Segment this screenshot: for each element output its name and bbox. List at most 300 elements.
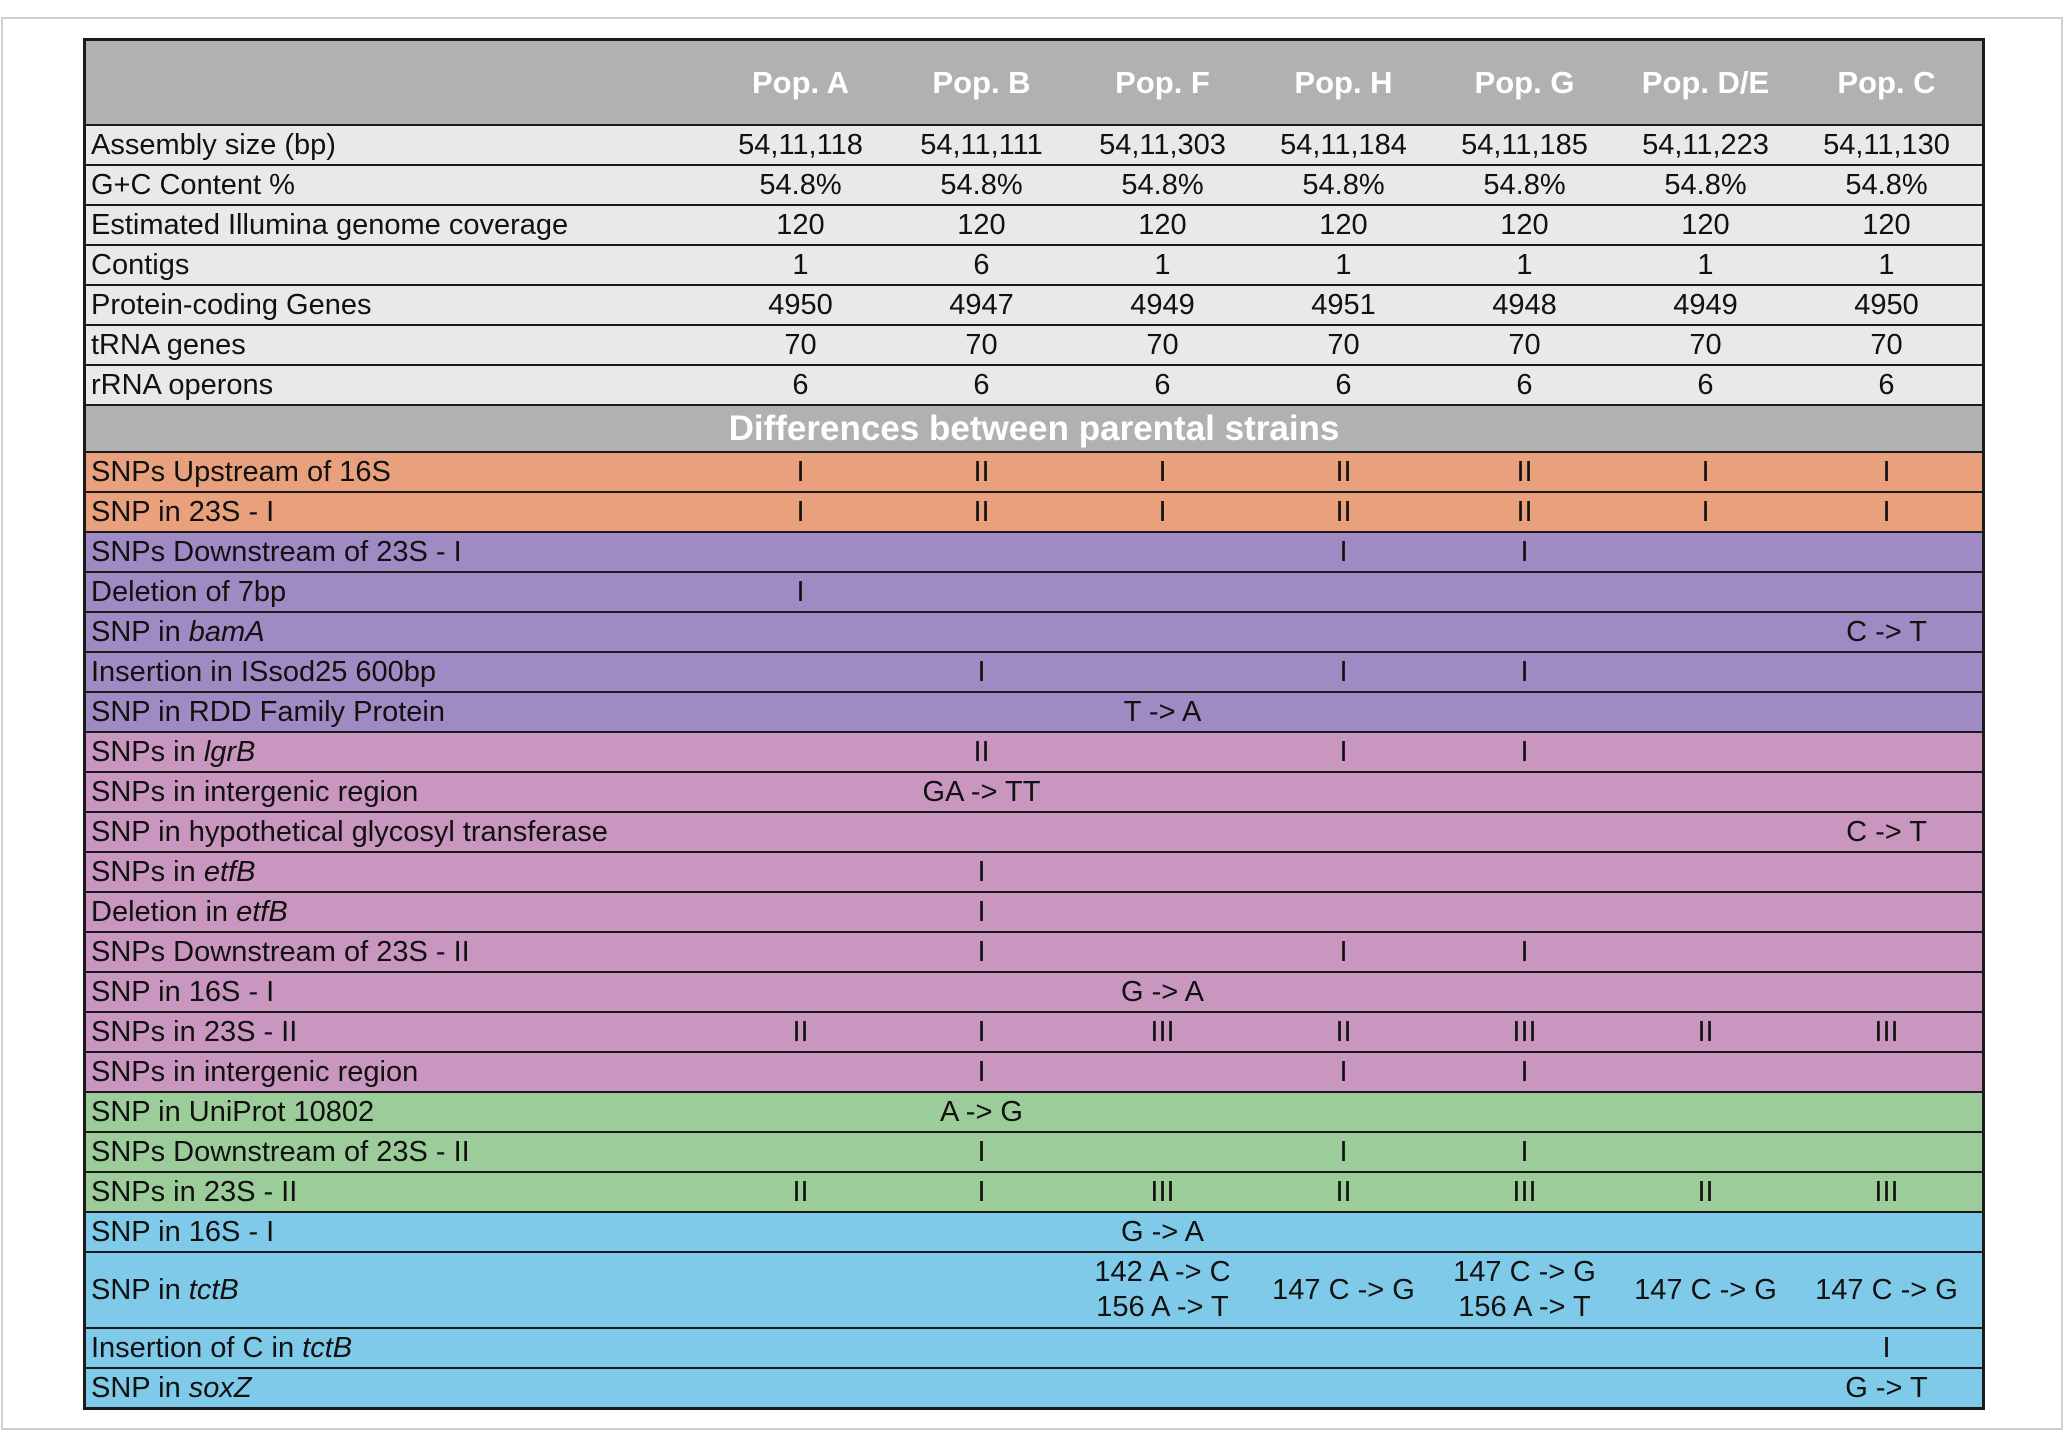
stat-value: 1 (1335, 248, 1352, 281)
gene-name: etfB (236, 895, 288, 928)
difference-value: I (1520, 735, 1529, 768)
difference-row (86, 1051, 1982, 1091)
stat-value: 54.8% (1302, 168, 1385, 201)
row-label-text: SNPs in (91, 735, 204, 768)
row-label-text: Insertion of C in (91, 1331, 303, 1364)
difference-value: C -> T (1846, 815, 1927, 848)
gene-name: bamA (188, 615, 265, 648)
row-label-text: SNP in (91, 1273, 189, 1306)
row-label (86, 973, 710, 1011)
difference-value (1434, 893, 1615, 931)
stat-value: 54,11,185 (1461, 128, 1588, 161)
stat-value: 6 (1697, 368, 1714, 401)
difference-value (1796, 853, 1977, 891)
difference-value: I (1520, 655, 1529, 688)
strain-comparison-table (83, 38, 1985, 1410)
difference-value (1253, 1369, 1434, 1407)
difference-value: I (1339, 1055, 1348, 1088)
difference-row (86, 771, 1982, 811)
difference-row (86, 691, 1982, 731)
row-label-text: SNP in (91, 615, 189, 648)
difference-value (1253, 773, 1434, 811)
difference-value (1253, 693, 1434, 731)
difference-value (1072, 573, 1253, 611)
difference-value: I (977, 1055, 986, 1088)
difference-value (1072, 1133, 1253, 1171)
difference-value (1796, 1253, 1977, 1327)
gene-name: lgrB (203, 735, 256, 768)
difference-value: T -> A (1123, 695, 1202, 728)
difference-value (1434, 693, 1615, 731)
stat-value: 6 (1878, 368, 1895, 401)
stat-value: 4950 (768, 288, 833, 321)
stat-value: 70 (1689, 328, 1722, 361)
stat-value: 54,11,223 (1642, 128, 1769, 161)
difference-value: I (1520, 535, 1529, 568)
difference-value (710, 1053, 891, 1091)
stat-value: 70 (1146, 328, 1179, 361)
difference-value (891, 533, 1072, 571)
column-header: Pop. C (1837, 65, 1936, 100)
row-label: Assembly size (bp) (91, 128, 336, 161)
stats-row (86, 204, 1982, 244)
difference-row (86, 531, 1982, 571)
difference-value: II (792, 1015, 809, 1048)
row-label (86, 1329, 710, 1367)
row-label: tRNA genes (91, 328, 246, 361)
difference-value: G -> T (1845, 1371, 1928, 1404)
difference-value (710, 973, 891, 1011)
stat-value: 120 (776, 208, 825, 241)
row-label (86, 1253, 710, 1327)
difference-value (1253, 853, 1434, 891)
difference-value (710, 1133, 891, 1171)
difference-row (86, 851, 1982, 891)
row-label (86, 933, 710, 971)
row-label-text: SNP in RDD Family Protein (91, 695, 446, 728)
difference-value (891, 693, 1072, 731)
difference-value (1796, 893, 1977, 931)
difference-value: I (977, 935, 986, 968)
column-header: Pop. A (751, 65, 849, 100)
difference-value: G -> A (1120, 975, 1204, 1008)
row-label (86, 613, 710, 651)
difference-value (1434, 813, 1615, 851)
difference-value (1253, 813, 1434, 851)
row-label-text: SNP in 16S - I (91, 975, 275, 1008)
stat-value: 1 (1154, 248, 1171, 281)
stat-value: 120 (957, 208, 1006, 241)
stat-value: 70 (965, 328, 998, 361)
difference-value (1253, 1213, 1434, 1251)
row-label-text: Deletion in (91, 895, 237, 928)
difference-value (1434, 1253, 1615, 1327)
difference-value (1434, 1213, 1615, 1251)
stats-row (86, 324, 1982, 364)
row-label (86, 773, 710, 811)
difference-value (710, 933, 891, 971)
difference-value (1072, 1253, 1253, 1327)
stat-value: 120 (1500, 208, 1549, 241)
difference-value: I (1520, 1055, 1529, 1088)
stat-value: 6 (1335, 368, 1352, 401)
difference-value: II (973, 495, 990, 528)
row-label: Estimated Illumina genome coverage (91, 208, 569, 241)
difference-value (1072, 933, 1253, 971)
difference-value-line: 156 A -> T (1096, 1291, 1229, 1323)
difference-value (1796, 1093, 1977, 1131)
row-label: G+C Content % (91, 168, 295, 201)
difference-value: I (1339, 935, 1348, 968)
difference-value: I (796, 495, 805, 528)
difference-value (1072, 853, 1253, 891)
difference-value (1253, 613, 1434, 651)
row-label (86, 653, 710, 691)
difference-value (1253, 893, 1434, 931)
difference-value (1796, 573, 1977, 611)
row-label (86, 493, 710, 531)
difference-row (86, 1327, 1982, 1367)
row-label (86, 1369, 710, 1407)
difference-value (1253, 1253, 1434, 1327)
row-label-text: SNP in UniProt 10802 (91, 1095, 375, 1128)
difference-value (1615, 1369, 1796, 1407)
difference-value (1434, 1093, 1615, 1131)
row-label-text: SNPs in 23S - II (91, 1015, 298, 1048)
difference-value: I (1882, 1331, 1891, 1364)
difference-row (86, 1251, 1982, 1327)
stat-value: 54.8% (1664, 168, 1747, 201)
difference-row (86, 1211, 1982, 1251)
difference-row (86, 811, 1982, 851)
row-label-text: SNPs in (91, 855, 204, 888)
row-label-text: SNP in (91, 1371, 189, 1404)
difference-value (1615, 533, 1796, 571)
difference-row (86, 611, 1982, 651)
difference-value: A -> G (939, 1095, 1023, 1128)
stat-value: 4949 (1130, 288, 1195, 321)
stat-value: 1 (1697, 248, 1714, 281)
difference-value: C -> T (1846, 615, 1927, 648)
column-header: Pop. B (932, 65, 1031, 100)
row-label-text: SNPs Downstream of 23S - II (91, 935, 470, 968)
stat-value: 6 (973, 248, 990, 281)
stat-value: 54.8% (1483, 168, 1566, 201)
row-label: Protein-coding Genes (91, 288, 372, 321)
row-label-text: SNPs in intergenic region (91, 775, 419, 808)
difference-value: II (1335, 455, 1352, 488)
row-label (86, 453, 710, 491)
stat-value: 54,11,184 (1280, 128, 1407, 161)
difference-row (86, 1367, 1982, 1407)
difference-value (1796, 653, 1977, 691)
difference-value (1796, 1133, 1977, 1171)
difference-value (891, 613, 1072, 651)
difference-value (710, 1253, 891, 1327)
difference-value (710, 1093, 891, 1131)
row-label-text: SNPs in intergenic region (91, 1055, 419, 1088)
difference-value (1796, 533, 1977, 571)
stats-row (86, 244, 1982, 284)
difference-value: I (1339, 655, 1348, 688)
difference-value (891, 1329, 1072, 1367)
gene-name: tctB (302, 1331, 353, 1364)
stat-value: 4950 (1854, 288, 1919, 321)
difference-value-line: 142 A -> C (1094, 1256, 1231, 1288)
row-label: Contigs (91, 248, 190, 281)
stat-value: 120 (1319, 208, 1368, 241)
difference-row (86, 651, 1982, 691)
stat-value: 54,11,111 (920, 128, 1043, 161)
difference-value (1615, 1329, 1796, 1367)
difference-value: I (1158, 455, 1167, 488)
stats-row (86, 364, 1982, 404)
difference-value: II (1516, 455, 1533, 488)
difference-value (1253, 1093, 1434, 1131)
difference-row (86, 1091, 1982, 1131)
difference-value-line: 147 C -> G (1815, 1273, 1958, 1306)
row-label (86, 1173, 710, 1211)
difference-value: I (977, 655, 986, 688)
difference-value: I (977, 1015, 986, 1048)
difference-value (1072, 1053, 1253, 1091)
difference-value: II (1335, 1015, 1352, 1048)
difference-value (1072, 893, 1253, 931)
stat-value: 6 (792, 368, 809, 401)
difference-value (1434, 773, 1615, 811)
stat-value: 1 (1516, 248, 1533, 281)
difference-row (86, 891, 1982, 931)
difference-value (1253, 973, 1434, 1011)
stats-row (86, 164, 1982, 204)
stat-value: 70 (1327, 328, 1360, 361)
difference-value (710, 773, 891, 811)
difference-value (1796, 733, 1977, 771)
stat-value: 6 (1516, 368, 1533, 401)
difference-row (86, 731, 1982, 771)
difference-value: II (1697, 1175, 1714, 1208)
row-label (86, 813, 710, 851)
difference-value (710, 1329, 891, 1367)
difference-value (1615, 573, 1796, 611)
difference-value (1615, 813, 1796, 851)
row-label (86, 1093, 710, 1131)
stat-value: 54,11,303 (1099, 128, 1226, 161)
stat-value: 54.8% (1845, 168, 1928, 201)
row-label-text: SNPs Downstream of 23S - II (91, 1135, 470, 1168)
difference-value (1796, 1213, 1977, 1251)
stat-value: 120 (1681, 208, 1730, 241)
difference-value: II (1335, 1175, 1352, 1208)
difference-value (1615, 773, 1796, 811)
difference-value (1615, 693, 1796, 731)
column-header: Pop. H (1294, 65, 1393, 100)
difference-value (710, 1369, 891, 1407)
difference-row (86, 971, 1982, 1011)
difference-value (1615, 853, 1796, 891)
difference-row (86, 491, 1982, 531)
difference-value (891, 573, 1072, 611)
difference-value: III (1150, 1015, 1175, 1048)
difference-value (1615, 653, 1796, 691)
difference-row (86, 571, 1982, 611)
row-label-text: SNPs Upstream of 16S (91, 455, 391, 488)
difference-value (1072, 1369, 1253, 1407)
difference-value: II (973, 735, 990, 768)
row-label (86, 853, 710, 891)
difference-value-line: 147 C -> G (1272, 1273, 1415, 1306)
difference-value (710, 853, 891, 891)
difference-value: III (1874, 1175, 1899, 1208)
stat-value: 4948 (1492, 288, 1557, 321)
difference-value (710, 613, 891, 651)
row-label (86, 1213, 710, 1251)
difference-value (1072, 733, 1253, 771)
row-label-text: Insertion in ISsod25 600bp (91, 655, 437, 688)
difference-value (710, 813, 891, 851)
stat-value: 120 (1138, 208, 1187, 241)
difference-value (1434, 853, 1615, 891)
row-label: rRNA operons (91, 368, 274, 401)
difference-value (1615, 1093, 1796, 1131)
difference-value-line: 147 C -> G (1634, 1273, 1777, 1306)
difference-value: I (1339, 1135, 1348, 1168)
difference-value (1796, 933, 1977, 971)
difference-value (1072, 1093, 1253, 1131)
difference-value (1434, 973, 1615, 1011)
difference-value: I (796, 575, 805, 608)
stat-value: 6 (1154, 368, 1171, 401)
difference-value (1434, 613, 1615, 651)
difference-value: I (1158, 495, 1167, 528)
difference-value: II (1335, 495, 1352, 528)
difference-value (1615, 733, 1796, 771)
difference-value (1796, 1053, 1977, 1091)
stat-value: 1 (792, 248, 809, 281)
stat-value: 6 (973, 368, 990, 401)
stat-value: 4951 (1311, 288, 1376, 321)
row-label-text: SNP in 23S - I (91, 495, 275, 528)
row-label-text: SNP in 16S - I (91, 1215, 275, 1248)
difference-value: I (1701, 455, 1710, 488)
gene-name: tctB (188, 1273, 239, 1306)
stat-value: 54.8% (1121, 168, 1204, 201)
difference-value (1434, 573, 1615, 611)
column-header-row (86, 41, 1982, 124)
row-label (86, 1133, 710, 1171)
difference-value (1615, 1053, 1796, 1091)
difference-row (86, 451, 1982, 491)
difference-value: II (1697, 1015, 1714, 1048)
stat-value: 1 (1878, 248, 1895, 281)
difference-value: I (1520, 1135, 1529, 1168)
difference-value (891, 973, 1072, 1011)
difference-value (710, 653, 891, 691)
row-label (86, 533, 710, 571)
stat-value: 70 (1508, 328, 1541, 361)
row-label-text: Deletion of 7bp (91, 575, 287, 608)
stat-value: 4947 (949, 288, 1014, 321)
difference-value (1253, 1329, 1434, 1367)
stat-value: 54.8% (940, 168, 1023, 201)
difference-value (1615, 1133, 1796, 1171)
difference-row (86, 1011, 1982, 1051)
difference-value (1072, 813, 1253, 851)
row-label (86, 893, 710, 931)
difference-value (1434, 1369, 1615, 1407)
difference-value (891, 1213, 1072, 1251)
difference-value: I (977, 1135, 986, 1168)
difference-value (710, 893, 891, 931)
difference-row (86, 1171, 1982, 1211)
difference-value: G -> A (1120, 1215, 1204, 1248)
difference-value: I (796, 455, 805, 488)
difference-value (1072, 1329, 1253, 1367)
difference-value (891, 1369, 1072, 1407)
difference-value: II (792, 1175, 809, 1208)
difference-value (1615, 893, 1796, 931)
difference-value-line: 156 A -> T (1458, 1291, 1591, 1323)
stat-value: 54.8% (759, 168, 842, 201)
difference-value (1796, 693, 1977, 731)
difference-value (710, 1213, 891, 1251)
row-label-text: SNPs Downstream of 23S - I (91, 535, 462, 568)
stat-value: 70 (1870, 328, 1903, 361)
difference-value (1072, 533, 1253, 571)
gene-name: etfB (203, 855, 256, 888)
difference-value: III (1874, 1015, 1899, 1048)
difference-value: I (1882, 495, 1891, 528)
stat-value: 54,11,118 (738, 128, 863, 161)
difference-value (1615, 1213, 1796, 1251)
difference-value-line: 147 C -> G (1453, 1256, 1596, 1288)
difference-value (1796, 773, 1977, 811)
difference-value (710, 733, 891, 771)
difference-value (891, 813, 1072, 851)
difference-value (1615, 933, 1796, 971)
row-label-text: SNPs in 23S - II (91, 1175, 298, 1208)
stat-value: 120 (1862, 208, 1911, 241)
difference-value (710, 693, 891, 731)
difference-value: I (1339, 735, 1348, 768)
row-label (86, 1053, 710, 1091)
difference-value (710, 533, 891, 571)
difference-value: GA -> TT (922, 775, 1041, 808)
difference-value (1615, 1253, 1796, 1327)
difference-value: I (1339, 535, 1348, 568)
difference-value (1072, 773, 1253, 811)
column-header: Pop. G (1474, 65, 1575, 100)
row-label (86, 693, 710, 731)
difference-value: III (1150, 1175, 1175, 1208)
difference-value: III (1512, 1015, 1537, 1048)
difference-value: I (977, 855, 986, 888)
difference-value (891, 1253, 1072, 1327)
stats-row (86, 284, 1982, 324)
header-corner (86, 41, 710, 124)
section-title: Differences between parental strains (86, 404, 1982, 451)
row-label (86, 1013, 710, 1051)
column-header: Pop. F (1115, 65, 1210, 100)
difference-value: I (977, 895, 986, 928)
stat-value: 54,11,130 (1823, 128, 1950, 161)
difference-value (1072, 613, 1253, 651)
difference-row (86, 1131, 1982, 1171)
difference-value (1253, 573, 1434, 611)
gene-name: soxZ (188, 1371, 252, 1404)
difference-value (1615, 613, 1796, 651)
difference-value: I (977, 1175, 986, 1208)
